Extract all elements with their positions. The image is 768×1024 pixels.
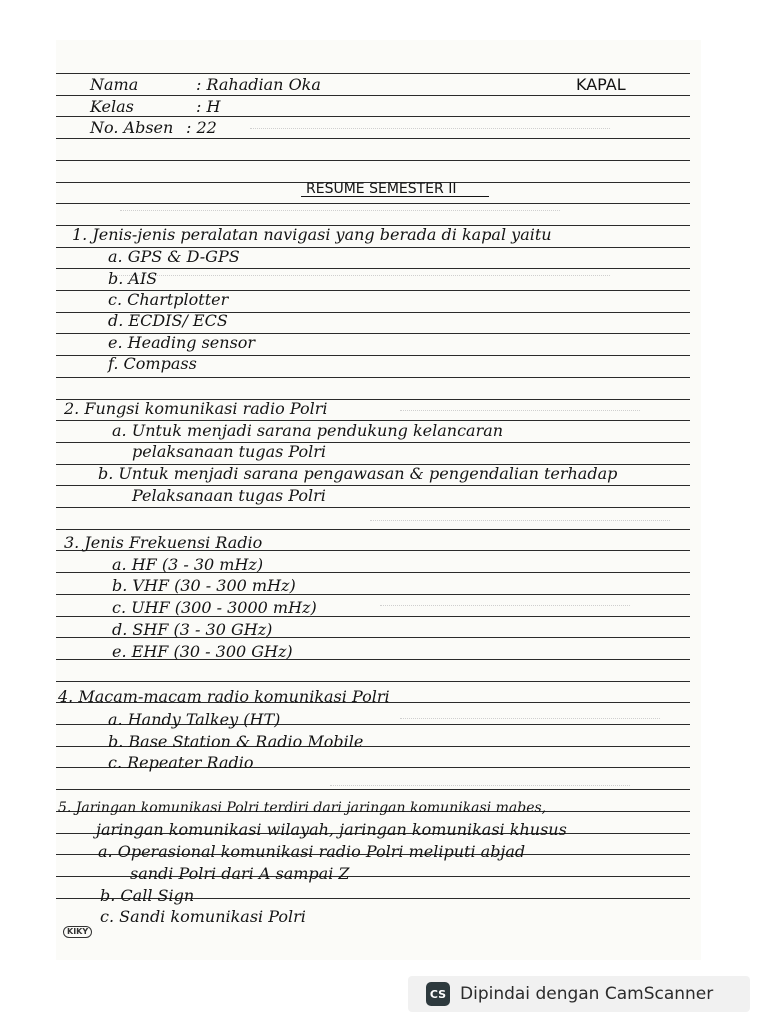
list-item: a. HF (3 - 30 mHz): [112, 555, 264, 574]
ruled-line: [56, 507, 690, 508]
kelas-label: Kelas: [90, 97, 134, 116]
list-item: e. EHF (30 - 300 GHz): [112, 642, 293, 661]
topic-label: KAPAL: [576, 75, 626, 94]
list-item-continuation: pelaksanaan tugas Polri: [132, 442, 327, 461]
ruled-line: [56, 377, 690, 378]
ruled-line: [56, 529, 690, 530]
list-item: a. Untuk menjadi sarana pendukung kelancaran: [112, 421, 504, 440]
list-item: b. Base Station & Radio Mobile: [108, 732, 364, 751]
camscanner-icon: CS: [426, 982, 450, 1006]
ruled-line: [56, 203, 690, 204]
nama-label: Nama: [90, 75, 139, 94]
camscanner-watermark: [408, 976, 750, 1012]
list-item: a. Handy Talkey (HT): [108, 710, 281, 729]
list-item: c. Chartplotter: [108, 290, 229, 309]
list-item: b. Untuk menjadi sarana pengawasan & pengendalian terhadap: [98, 464, 618, 483]
list-item: b. Call Sign: [100, 886, 195, 905]
section-4-heading: 4. Macam-macam radio komunikasi Polri: [58, 687, 390, 706]
list-item-continuation: jaringan komunikasi wilayah, jaringan komunikasi khusus: [96, 820, 567, 839]
list-item: e. Heading sensor: [108, 333, 256, 352]
bleed-through-mark: [250, 128, 610, 129]
list-item: c. Repeater Radio: [108, 753, 254, 772]
bleed-through-mark: [120, 210, 560, 211]
list-item: b. AIS: [108, 269, 158, 288]
list-item: f. Compass: [108, 354, 197, 373]
page-title: RESUME SEMESTER II: [306, 181, 457, 197]
notebook-brand-logo: KIKY: [63, 926, 92, 938]
ruled-line: [56, 789, 690, 790]
kelas-value: : H: [196, 97, 221, 116]
list-item: c. UHF (300 - 3000 mHz): [112, 598, 317, 617]
bleed-through-mark: [110, 275, 610, 276]
bleed-through-mark: [400, 410, 640, 411]
absen-label: No. Absen: [90, 118, 174, 137]
title-underline: [301, 196, 489, 197]
section-1-heading: 1. Jenis-jenis peralatan navigasi yang berada di kapal yaitu: [72, 225, 552, 244]
ruled-line: [56, 95, 690, 96]
nama-value: : Rahadian Oka: [196, 75, 321, 94]
list-item: a. Operasional komunikasi radio Polri meliputi abjad: [98, 842, 526, 861]
bleed-through-mark: [330, 785, 630, 786]
camscanner-label: Dipindai dengan CamScanner: [460, 984, 714, 1004]
ruled-line: [56, 160, 690, 161]
ruled-line: [56, 681, 690, 682]
list-item: c. Sandi komunikasi Polri: [100, 907, 306, 926]
section-2-heading: 2. Fungsi komunikasi radio Polri: [64, 399, 328, 418]
section-3-heading: 3. Jenis Frekuensi Radio: [64, 533, 263, 552]
list-item: a. GPS & D-GPS: [108, 247, 240, 266]
list-item-continuation: Pelaksanaan tugas Polri: [132, 486, 326, 505]
bleed-through-mark: [400, 718, 660, 719]
section-5-heading: 5. Jaringan komunikasi Polri terdiri dari jaringan komunikasi mabes,: [58, 800, 547, 816]
absen-value: : 22: [186, 118, 217, 137]
ruled-line: [56, 138, 690, 139]
bleed-through-mark: [380, 605, 630, 606]
list-item: d. ECDIS/ ECS: [108, 311, 228, 330]
list-item-continuation: sandi Polri dari A sampai Z: [130, 864, 350, 883]
list-item: b. VHF (30 - 300 mHz): [112, 576, 296, 595]
ruled-line: [56, 73, 690, 74]
list-item: d. SHF (3 - 30 GHz): [112, 620, 273, 639]
ruled-line: [56, 116, 690, 117]
bleed-through-mark: [370, 520, 670, 521]
